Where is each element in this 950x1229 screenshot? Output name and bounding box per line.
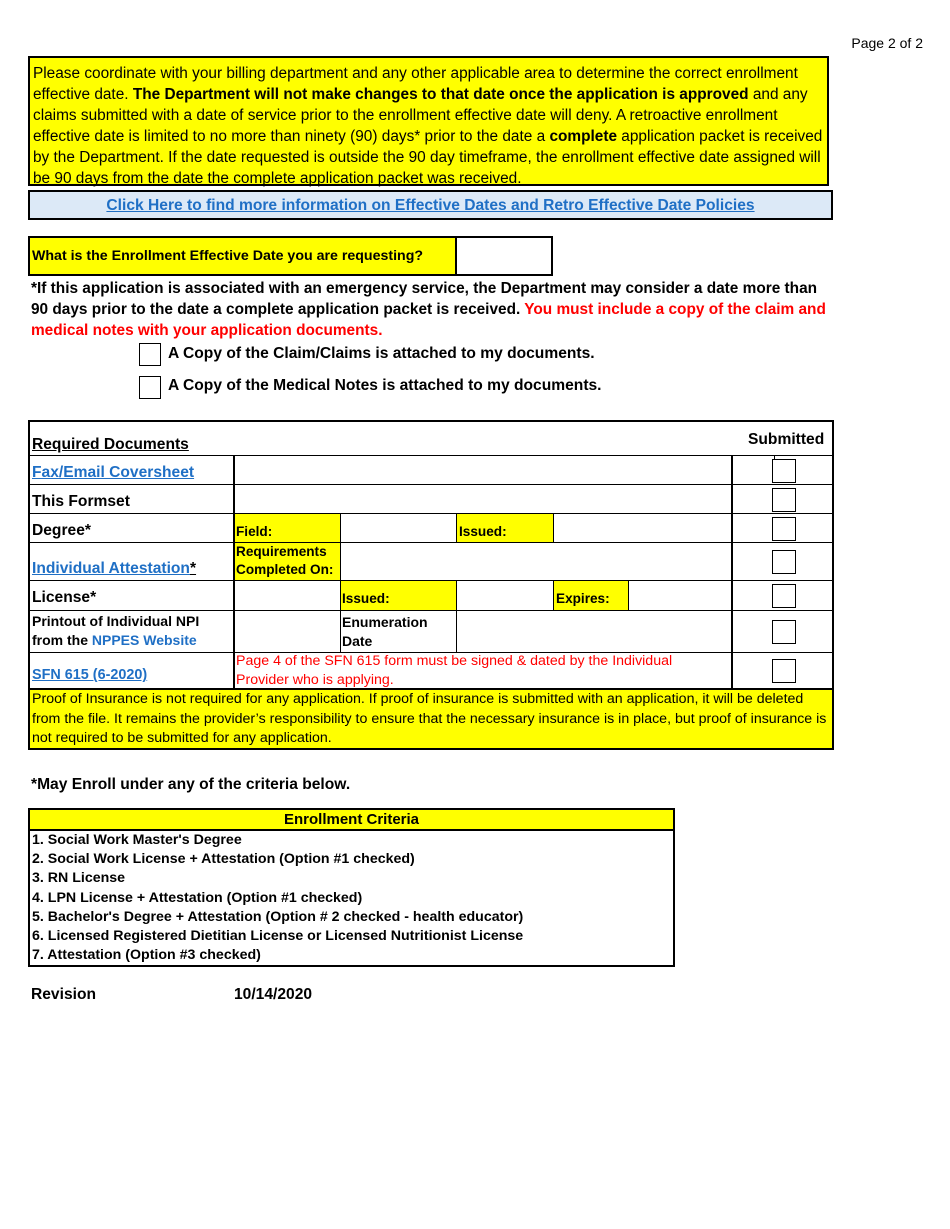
license-issued-label: Issued: [342, 591, 390, 606]
criteria-item: 1. Social Work Master's Degree [32, 832, 242, 848]
notice-text-3: and any claims submitted with a date of service prior to the enrollment effective date will deny. A retroactive enrollment effective date is limited to no more than ninety (90) days* prior to the date a [33, 86, 808, 145]
degree-label: Degree* [32, 522, 91, 539]
emergency-text: *If this application is associated with an emergency service, the Department may consider a date more than 90 days prior to the date a complete application packet is received. [31, 280, 818, 318]
revision-date: 10/14/2020 [234, 986, 313, 1003]
criteria-item: 7. Attestation (Option #3 checked) [32, 947, 261, 964]
sfn-615-link[interactable]: SFN 615 (6-2020) [32, 667, 148, 683]
npi-from: from the [32, 632, 92, 648]
npi-label [32, 612, 199, 650]
revision-label: Revision [31, 986, 96, 1003]
emergency-service-note [31, 278, 831, 341]
required-documents-header: Required Documents [32, 436, 189, 453]
license-label: License* [32, 589, 97, 606]
enumeration-date-label: Enumeration Date [342, 614, 428, 649]
insurance-note: Proof of Insurance is not required for any application. If proof of insurance is submitted with an application, it will be deleted from the file. It remains the provider’s responsibility to ensure that the necessary insurance is in place, but proof of insurance is not required to be submitted for any application. [32, 691, 827, 746]
notice-text-1: Please coordinate with your billing department and any other applicable area to determine the correct enrollment effective date. [33, 65, 798, 103]
effective-date-notice [28, 56, 829, 186]
notice-text-5: application packet is received by the Department. If the date requested is outside the 90 day timeframe, the enrollment effective date assigned will be 90 days from the date the complete application packet was received. [33, 128, 823, 187]
required-documents-table [28, 420, 834, 750]
npi-line1: Printout of Individual NPI [32, 613, 200, 629]
criteria-item: 4. LPN License + Attestation (Option #1 checked) [32, 889, 363, 906]
submitted-header: Submitted [748, 431, 825, 448]
claim-attached-checkbox[interactable] [139, 343, 161, 366]
attestation-row-label [32, 560, 196, 578]
medical-notes-label: A Copy of the Medical Notes is attached to my documents. [168, 377, 602, 394]
criteria-item: 2. Social Work License + Attestation (Option #1 checked) [32, 851, 415, 868]
criteria-item: 5. Bachelor's Degree + Attestation (Option # 2 checked - health educator) [32, 908, 524, 925]
criteria-item: 3. RN License [32, 870, 126, 887]
attestation-submitted-checkbox[interactable] [772, 550, 796, 574]
this-formset-label: This Formset [32, 493, 130, 510]
fax-submitted-checkbox[interactable] [772, 459, 796, 483]
criteria-item: 6. Licensed Registered Dietitian License or Licensed Nutritionist License [32, 928, 524, 945]
enrollment-criteria-table [28, 808, 675, 967]
effective-date-question: What is the Enrollment Effective Date you are requesting? [28, 236, 457, 276]
license-expires-label: Expires: [556, 591, 610, 606]
sfn-615-note: Page 4 of the SFN 615 form must be signed & dated by the Individual Provider who is applying. [236, 653, 673, 688]
formset-submitted-checkbox[interactable] [772, 488, 796, 512]
requirements-completed-label: Requirements Completed On: [236, 544, 334, 577]
claim-attached-label: A Copy of the Claim/Claims is attached to my documents. [168, 345, 595, 362]
fax-coversheet-link[interactable]: Fax/Email Coversheet [32, 464, 195, 481]
enrollment-criteria-title: Enrollment Criteria [30, 810, 673, 831]
degree-issued-label: Issued: [459, 524, 507, 539]
degree-submitted-checkbox[interactable] [772, 517, 796, 541]
nppes-website-link[interactable]: NPPES Website [91, 632, 197, 648]
may-enroll-note: *May Enroll under any of the criteria below. [31, 776, 351, 793]
effective-date-link-row [28, 190, 833, 220]
emergency-red-text: You must include a copy of the claim and medical notes with your application documents. [31, 301, 826, 339]
effective-date-input[interactable] [455, 236, 553, 276]
field-label: Field: [236, 524, 273, 539]
notice-text-4-bold: complete [549, 128, 618, 145]
medical-notes-checkbox[interactable] [139, 376, 161, 399]
sfn-submitted-checkbox[interactable] [772, 659, 796, 683]
individual-attestation-link[interactable]: Individual Attestation [32, 560, 190, 577]
license-submitted-checkbox[interactable] [772, 584, 796, 608]
notice-text-2-bold: The Department will not make changes to that date once the application is approved [132, 86, 749, 103]
npi-submitted-checkbox[interactable] [772, 620, 796, 644]
effective-date-policy-link[interactable]: Click Here to find more information on Effective Dates and Retro Effective Date Policies [106, 197, 755, 214]
page-number: Page 2 of 2 [851, 35, 923, 51]
attestation-star: * [189, 560, 197, 577]
